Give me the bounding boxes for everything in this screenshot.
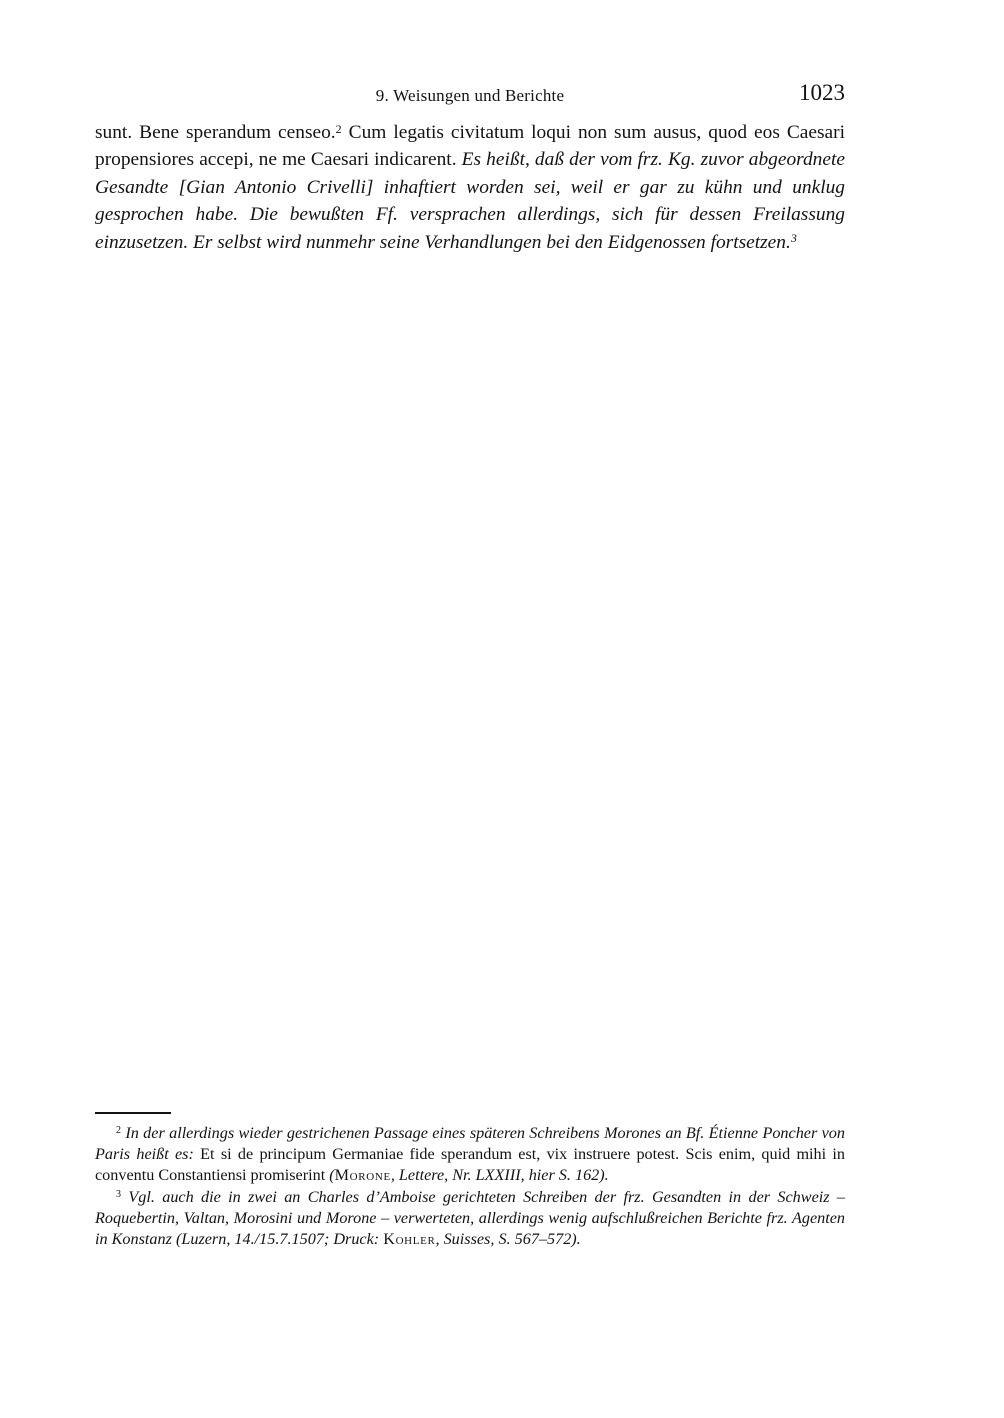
footnote-2 [95, 1123, 845, 1187]
page-number: 1023 [799, 80, 845, 105]
text-run-roman: Et si de principum Germaniae fide sperandum est, vix instruere potest. Scis enim, quid mihi in conventu Constantiensi promiserint [95, 1145, 845, 1185]
text-run-smallcaps-author: Morone [334, 1166, 391, 1185]
text-run-italic: Vgl. auch die in zwei an Charles d’Amboise gerichteten Schreiben der frz. Gesandten in der Schweiz – Roquebertin, Valtan, Morosini und Morone – verwerteten, allerdings wenig aufschlußreichen Berichte frz. Agenten in Konstanz (Luzern, 14./15.7.1507; Druck: [95, 1187, 845, 1249]
footnote-3 [95, 1187, 845, 1251]
text-run-roman: Cum legatis civitatum loqui non sum ausus, quod eos Caesari propensiores accepi, ne me Caesari indicarent. [95, 122, 845, 171]
footnote-number-3: 3 [116, 1189, 122, 1201]
footnote-ref-2: 2 [335, 121, 342, 136]
text-run-italic: , Suisses, S. 567–572). [435, 1230, 581, 1249]
footnote-ref-3: 3 [790, 231, 797, 246]
running-head-title: 9. Weisungen und Berichte [375, 86, 565, 105]
running-head [95, 80, 845, 112]
footnote-number-2: 2 [116, 1125, 122, 1137]
text-run-italic: , Lettere, Nr. LXXIII, hier S. 162). [390, 1166, 609, 1185]
footnote-separator-rule [95, 1112, 171, 1114]
text-run-italic: In der allerdings wieder gestrichenen Passage eines späteren Schreibens Morones an Bf. Étienne Poncher von Paris heißt es: [95, 1124, 845, 1164]
paragraph [95, 119, 845, 256]
main-text-block [95, 119, 845, 256]
text-run-italic: Es heißt, daß der vom frz. Kg. zuvor abgeordnete Gesandte [Gian Antonio Crivelli] inhaftiert worden sei, weil er gar zu kühn und unklug gesprochen habe. Die bewußten Ff. versprachen allerdings, sich für dessen Freilassung einzusetzen. Er selbst wird nunmehr seine Verhandlungen bei den Eidgenossen fortsetzen. [95, 149, 845, 253]
text-run-italic: ( [329, 1166, 335, 1185]
text-run-roman: sunt. Bene sperandum censeo. [95, 122, 336, 143]
footnotes-block [95, 1112, 845, 1250]
text-run-smallcaps-author: Kohler [383, 1230, 436, 1249]
